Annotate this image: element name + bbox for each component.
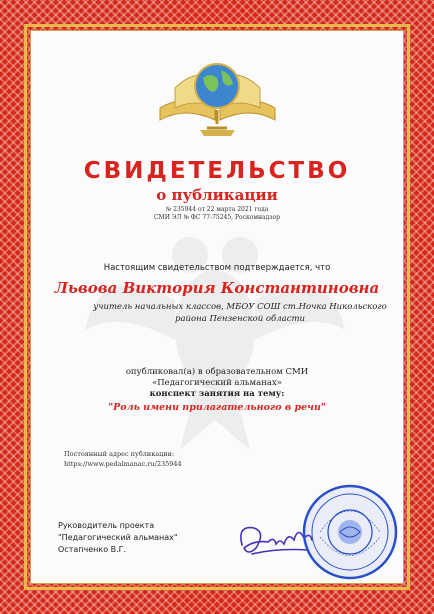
- certificate-number: № 235944 от 22 марта 2021 года: [165, 206, 269, 213]
- smi-name: «Педагогический альманах»: [152, 378, 282, 388]
- certificate-paper: [30, 30, 404, 584]
- work-topic: "Роль имени прилагательного в речи": [108, 402, 326, 413]
- signer-name: Остапченко В.Г.: [58, 545, 127, 554]
- signer-project: "Педагогический альманах": [58, 533, 178, 542]
- recipient-position: учитель начальных классов, МБОУ СОШ ст.Ночка Никольского района Пензенской области: [93, 302, 387, 324]
- eagle-watermark-icon: [80, 200, 350, 460]
- publication-link[interactable]: https://www.pedalmanac.ru/235944: [64, 460, 182, 468]
- signer-block: [58, 520, 178, 556]
- certificate-title: СВИДЕТЕЛЬСТВО: [83, 158, 351, 184]
- certificate-subtitle: о публикации: [156, 186, 278, 204]
- recipient-name: Львова Виктория Константиновна: [54, 279, 380, 297]
- registration-info: СМИ ЭЛ № ФС 77-75245, Роскомнадзор: [153, 214, 281, 221]
- published-text: опубликовал(а) в образовательном СМИ: [125, 367, 309, 377]
- confirm-text: Настоящим свидетельством подтверждается, что: [103, 263, 331, 273]
- official-stamp-icon: [300, 482, 400, 582]
- work-kind: конспект занятия на тему:: [149, 389, 285, 399]
- globe-book-emblem-icon: [155, 48, 280, 144]
- address-label: Постоянный адрес публикации:: [64, 450, 175, 458]
- signer-role: Руководитель проекта: [58, 521, 155, 530]
